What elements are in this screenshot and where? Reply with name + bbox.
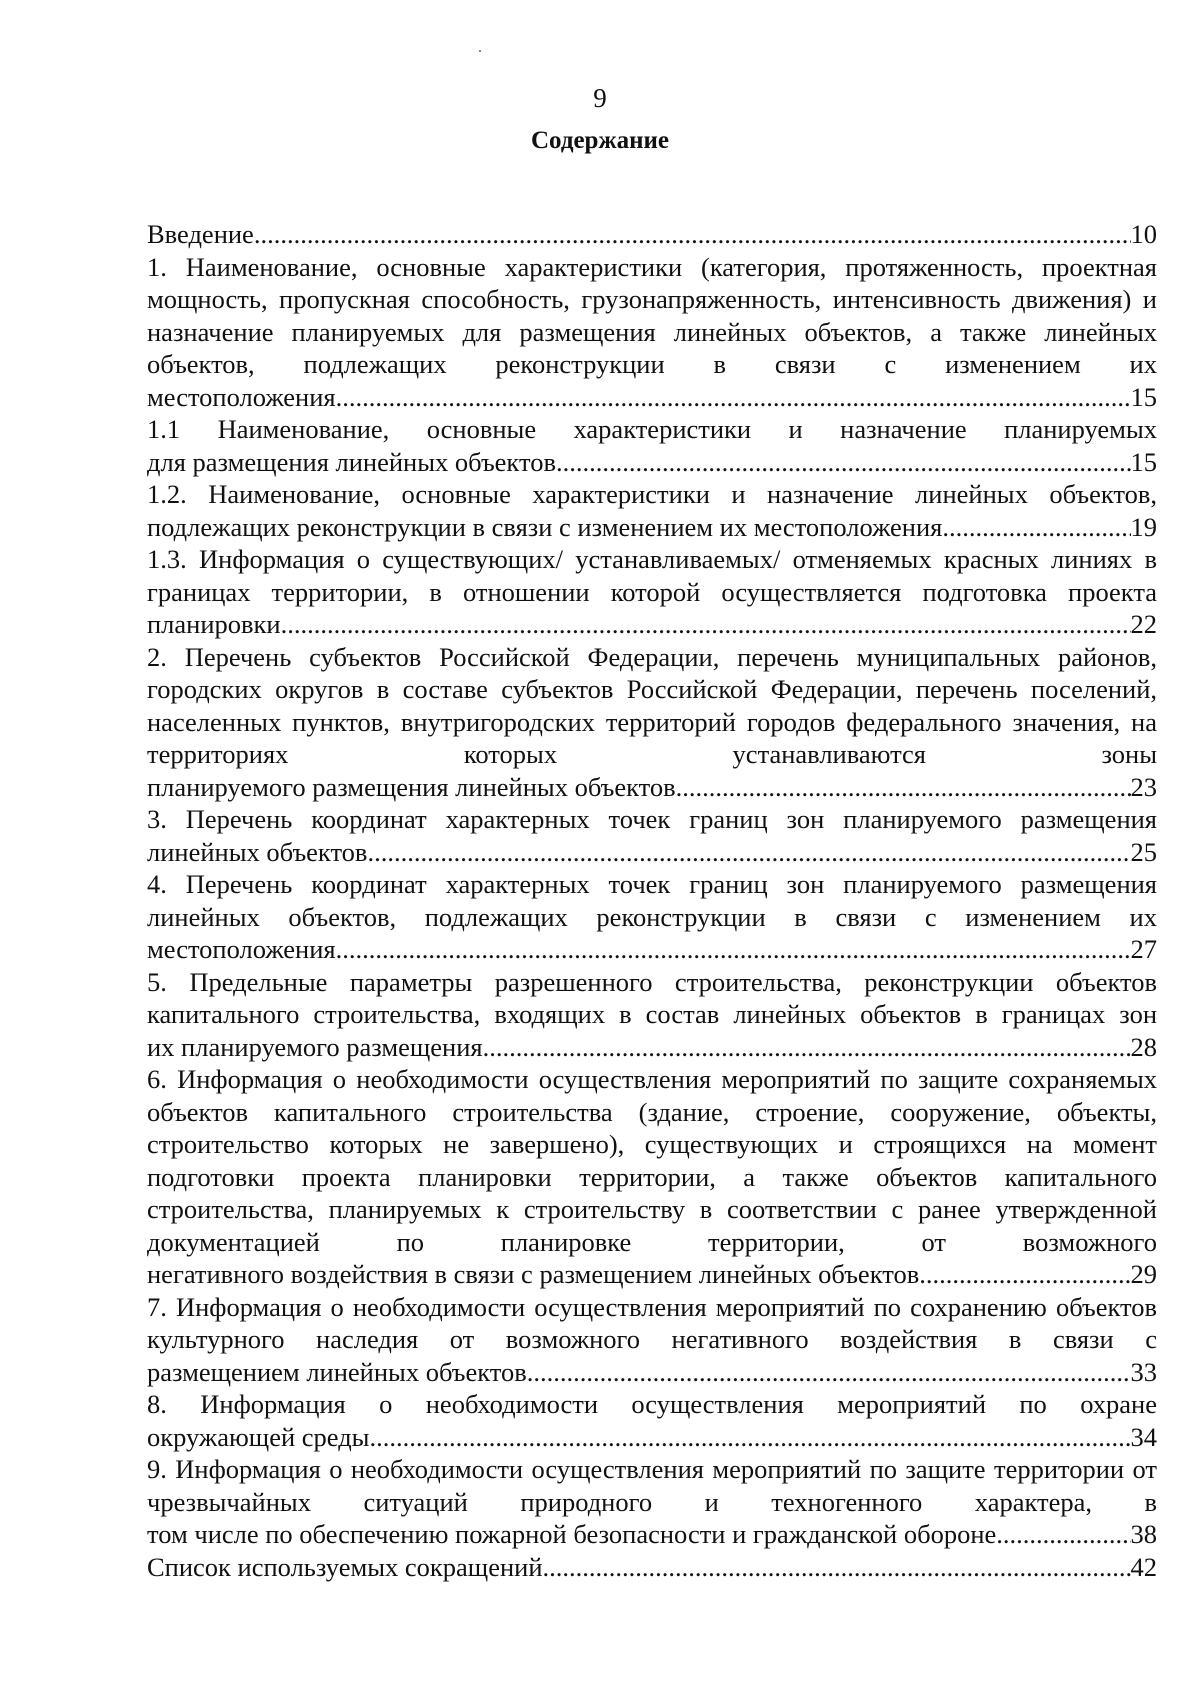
toc-entry-last-line xyxy=(147,446,1157,479)
toc-entry-text: 3. Перечень координат характерных точек границ зон планируемого размещения xyxy=(147,804,1157,834)
dot-leader xyxy=(369,1421,1130,1454)
dot-leader xyxy=(483,1031,1131,1064)
toc-page-number: 29 xyxy=(1130,1259,1157,1289)
toc-entry-text: 5. Предельные параметры разрешенного строительства, реконструкции объектов капитального строительства, входящих в состав линейных объектов в границах зон xyxy=(147,966,1157,1029)
toc-entry-last-line xyxy=(147,218,1157,251)
dot-leader xyxy=(367,836,1130,869)
toc-page-number: 33 xyxy=(1130,1356,1157,1387)
toc-entry-last-line xyxy=(147,1356,1157,1389)
table-of-contents xyxy=(147,218,1157,1583)
toc-entry-last-line xyxy=(147,933,1157,966)
toc-entry-last-text: линейных объектов xyxy=(147,836,368,867)
toc-entry-last-line xyxy=(147,1421,1157,1454)
toc-entry-text: 6. Информация о необходимости осуществления мероприятий по защите сохраняемых объектов капитального строительства (здание, строение, сооружение, объекты, строительство которых не завершено), существующих и строящихся на момент подготовки проекта планировки территории, а также объектов капитального строительства, планируемых к строительству в соответствии с ранее утвержденной документацией по планировке территории, от возможного xyxy=(147,1064,1157,1257)
page-title: Содержание xyxy=(530,127,669,154)
toc-entry-introduction[interactable] xyxy=(147,218,1157,251)
toc-entry-section-4[interactable] xyxy=(147,868,1157,966)
toc-entry-last-line xyxy=(147,771,1157,804)
dot-leader xyxy=(527,1356,1131,1389)
toc-entry-last-line xyxy=(147,1031,1157,1064)
toc-entry-text: 1. Наименование, основные характеристики (категория, протяженность, проектная мощность, пропускная способность, грузонапряженность, интенсивность движения) и назначение планируемых для размещения линейных объектов, а также линейных объектов, подлежащих реконструкции в связи с изменением их xyxy=(147,251,1157,379)
toc-page-number: 22 xyxy=(1130,609,1157,639)
toc-page-number: 27 xyxy=(1130,934,1157,964)
toc-page-number: 15 xyxy=(1130,381,1157,412)
toc-entry-text: 8. Информация о необходимости осуществления мероприятий по охране xyxy=(147,1389,1157,1419)
toc-page-number: 23 xyxy=(1130,771,1157,802)
toc-entry-last-text: окружающей среды xyxy=(147,1421,370,1452)
dot-leader xyxy=(336,381,1131,414)
page-number: 9 xyxy=(593,83,607,113)
dot-leader xyxy=(996,1518,1130,1551)
toc-entry-last-text: планировки xyxy=(147,609,281,639)
toc-entry-last-text: местоположения xyxy=(147,934,336,964)
toc-entry-section-7[interactable] xyxy=(147,1291,1157,1389)
toc-entry-last-text: местоположения xyxy=(147,381,336,412)
toc-entry-section-1-3[interactable] xyxy=(147,543,1157,641)
toc-entry-section-5[interactable] xyxy=(147,966,1157,1064)
toc-page-number: 15 xyxy=(1130,446,1157,477)
toc-entry-section-6[interactable] xyxy=(147,1063,1157,1291)
toc-entry-last-line xyxy=(147,1518,1157,1551)
toc-entry-last-line xyxy=(147,608,1157,641)
toc-entry-text: 4. Перечень координат характерных точек границ зон планируемого размещения линейных объектов, подлежащих реконструкции в связи с изменением их xyxy=(147,869,1157,932)
toc-entry-abbreviations[interactable] xyxy=(147,1551,1157,1584)
dot-leader xyxy=(556,446,1131,479)
toc-entry-last-text: негативного воздействия в связи с размещением линейных объектов xyxy=(147,1259,920,1289)
toc-entry-last-text: их планируемого размещения xyxy=(147,1031,483,1062)
dot-leader xyxy=(336,933,1131,966)
dot-leader xyxy=(254,218,1131,251)
toc-entry-text: 9. Информация о необходимости осуществления мероприятий по защите территории от чрезвычайных ситуаций природного и техногенного характера, в xyxy=(147,1454,1157,1517)
toc-entry-last-text: для размещения линейных объектов xyxy=(147,446,556,477)
toc-entry-last-line xyxy=(147,381,1157,414)
toc-entry-section-3[interactable] xyxy=(147,803,1157,868)
toc-entry-text: 2. Перечень субъектов Российской Федерации, перечень муниципальных районов, городских округов в составе субъектов Российской Федерации, перечень поселений, населенных пунктов, внутригородских территорий городов федерального значения, на территориях которых устанавливаются зоны xyxy=(147,641,1157,769)
dot-leader xyxy=(676,771,1131,804)
toc-entry-last-text: Список используемых сокращений xyxy=(147,1551,543,1582)
toc-entry-section-1-1[interactable] xyxy=(147,413,1157,478)
dot-leader xyxy=(281,608,1131,641)
toc-entry-section-1[interactable] xyxy=(147,251,1157,414)
toc-page-number: 42 xyxy=(1130,1551,1157,1582)
toc-page-number: 28 xyxy=(1130,1031,1157,1062)
toc-entry-last-text: том числе по обеспечению пожарной безопасности и гражданской обороне xyxy=(147,1519,997,1549)
toc-entry-text: 7. Информация о необходимости осуществления мероприятий по сохранению объектов культурного наследия от возможного негативного воздействия в связи с xyxy=(147,1291,1157,1354)
toc-entry-section-1-2[interactable] xyxy=(147,478,1157,543)
toc-entry-last-line xyxy=(147,1258,1157,1291)
dot-leader xyxy=(543,1551,1131,1584)
toc-entry-section-8[interactable] xyxy=(147,1388,1157,1453)
toc-entry-last-line xyxy=(147,511,1157,544)
toc-entry-text: 1.1 Наименование, основные характеристики и назначение планируемых xyxy=(147,414,1157,444)
toc-page-number: 25 xyxy=(1130,836,1157,867)
toc-page-number: 19 xyxy=(1130,511,1157,542)
toc-entry-section-2[interactable] xyxy=(147,641,1157,804)
toc-page-number: 34 xyxy=(1130,1421,1157,1452)
scan-speck xyxy=(479,50,481,52)
toc-entry-last-line xyxy=(147,836,1157,869)
toc-entry-text: 1.2. Наименование, основные характеристики и назначение линейных объектов, xyxy=(147,479,1157,509)
toc-entry-last-text: планируемого размещения линейных объектов xyxy=(147,771,676,802)
toc-entry-text: 1.3. Информация о существующих/ устанавливаемых/ отменяемых красных линиях в границах территории, в отношении которой осуществляется подготовка проекта xyxy=(147,544,1157,607)
toc-page-number: 38 xyxy=(1130,1519,1157,1549)
dot-leader xyxy=(942,511,1130,544)
toc-entry-last-text: подлежащих реконструкции в связи с изменением их местоположения xyxy=(147,511,943,542)
toc-entry-section-9[interactable] xyxy=(147,1453,1157,1551)
toc-entry-last-text: Введение xyxy=(147,219,254,249)
toc-entry-last-text: размещением линейных объектов xyxy=(147,1356,527,1387)
dot-leader xyxy=(919,1258,1130,1291)
toc-entry-last-line xyxy=(147,1551,1157,1584)
toc-page-number: 10 xyxy=(1130,219,1157,249)
